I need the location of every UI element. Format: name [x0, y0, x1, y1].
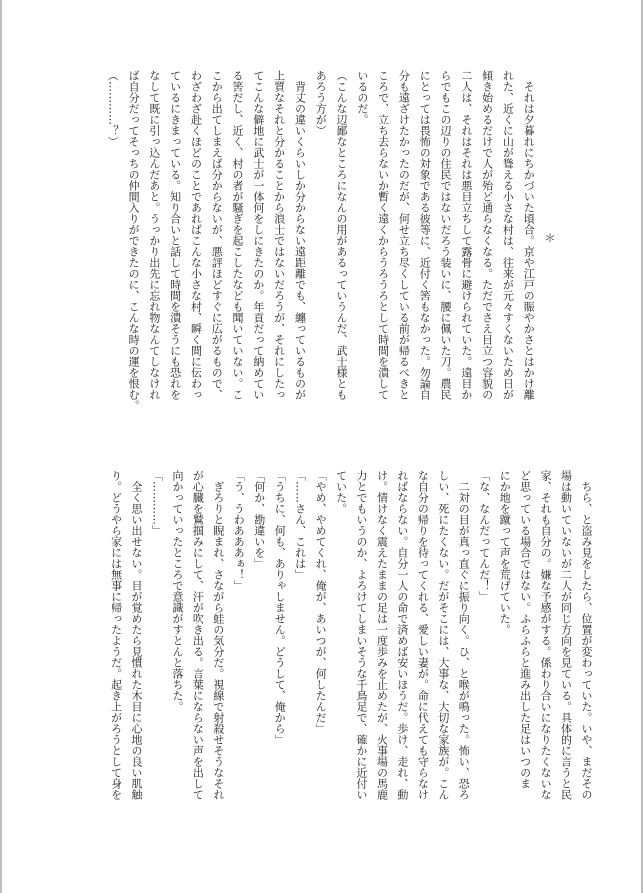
- scene-break-asterisk: ＊: [543, 231, 556, 243]
- text-line: 「何か、勘違いを」: [252, 470, 266, 569]
- text-line: らでもこの辺りの住民ではないだろう装いに、腰に佩いた刀。農民: [439, 70, 453, 400]
- text-line: が心臓を鷲掴みにして、汗が吹き出る。言葉にならない声を出して: [191, 470, 205, 800]
- text-line: 全く思い出せない。目が覚めたら見慣れた木目に心地の良い肌触: [130, 470, 144, 800]
- text-line: な自分の帰りを待ってくれる、愛しい妻が。命に代えても守らなけ: [416, 470, 430, 800]
- text-line: 二対の目が真っ直ぐに振り向く。ひ、と喉が鳴った。怖い、恐ろ: [457, 470, 471, 800]
- text-line: てこんな僻地に武士が一体何をしにきたのか。年貢だって納めてい: [251, 70, 265, 400]
- text-line: ぎろりと睨まれ、さながら蛙の気分だ。視線で射殺せそうなそれ: [211, 470, 225, 800]
- text-line: 「うちに、何も、ありゃしません。どうして、俺から」: [273, 470, 287, 745]
- text-line: り。どうやら家には無事に帰ったようだ。起き上がろうとして身を: [109, 470, 123, 800]
- text-line: 「…………」: [150, 470, 164, 536]
- text-line: れた、近くに山が聳える小さな村は、往来が元々すくないため日が: [501, 70, 515, 400]
- text-line: 家、それも自分の。嫌な予感がする。係わり合いになりたくないな: [539, 470, 553, 800]
- text-line: 「う、うわあああぁ！」: [232, 470, 246, 591]
- text-line: ればならない。自分一人の命で済めば安いほうだ。歩け、走れ、動: [395, 470, 409, 800]
- text-line: （…………？）: [106, 70, 120, 147]
- text-block-bottom: [105, 470, 596, 835]
- text-line: 分も遠ざけたかったのだが、何せ立ち尽くしている前が帰るべきと: [397, 70, 411, 400]
- text-line: ころで、立ち去らないか暫く遠くからうろうろとして時間を潰して: [376, 70, 390, 400]
- text-line: （こんな辺鄙なところになんの用があるっていうんだ、武士様とも: [335, 70, 349, 400]
- text-line: ているにきまっている。知り合いと話して時間を潰そうにも恐れを: [168, 70, 182, 400]
- page-edge-left: [0, 0, 2, 893]
- text-line: 「……さん、これは」: [293, 470, 307, 580]
- text-line: にとっては畏怖の対象である彼等に、近付く筈もなかった。勿論自: [418, 70, 432, 400]
- text-line: ていた。: [334, 470, 348, 514]
- text-line: 背丈の違いくらいしか分からない遠距離でも、纏っているものが: [293, 70, 307, 400]
- text-line: 上質なそれと分かることから浪士ではないだろうが、それにしたっ: [272, 70, 286, 400]
- text-line: る筈だし、近く、村の者が騒ぎを起こしたなども聞いていない。こ: [231, 70, 245, 400]
- text-line: それは夕暮れにちかづいた頃合。京や江戸の賑やかさとはかけ離: [522, 70, 536, 400]
- text-line: にか地を蹴って声を荒げていた。: [498, 470, 512, 635]
- text-line: ど思っている場合ではない。ふらふらと進み出した足はいつのま: [518, 470, 532, 789]
- text-line: なして既に引っ込んだあと。うっかり出先に忘れ物なんてしなけれ: [147, 70, 161, 400]
- text-line: ば自分だってそっちの仲間入りができたのに、こんな時の運を恨む。: [127, 70, 141, 411]
- text-line: 場は動いていないが二人が同じ方向を見ている。具体的に言うと民: [559, 470, 573, 800]
- text-line: 向かっていったところで意識がすとんと落ちた。: [170, 470, 184, 712]
- text-line: 「やめ、やめてくれ、俺が、あいつが、何したんだ」: [314, 470, 328, 734]
- text-line: あろう方が）: [314, 70, 328, 136]
- text-line: しい、死にたくない。だがそこには、大事な、大切な家族が。こん: [436, 470, 450, 800]
- text-line: ちら、と盗み見をしたら、位置が変わっていた。いや、まだその: [580, 470, 593, 800]
- text-line: 傾き始めるだけで人が殆ど通らなくなる。ただでさえ目立つ容貌の: [480, 70, 494, 400]
- text-line: け。情けなく震えたままの足は一度歩みを止めたが、火事場の馬鹿: [375, 470, 389, 800]
- text-line: 「な、なんだってんだ！」: [477, 470, 491, 602]
- text-line: いるのだ。: [355, 70, 369, 125]
- text-block-top: [101, 70, 559, 411]
- text-line: こから出てしまえば分からないが、悪評ほどすぐに広がるもので、: [210, 70, 224, 400]
- text-line: 二人は、それはそれは悪目立ちして露骨に避けられていた。遠目か: [459, 70, 473, 400]
- text-line: わざわざ赴くほどのことであればこんな小さな村、瞬く間に伝わっ: [189, 70, 203, 400]
- text-line: 力とでもいうのか、よろけてしまいそうな千鳥足で、確かに近付い: [355, 470, 369, 800]
